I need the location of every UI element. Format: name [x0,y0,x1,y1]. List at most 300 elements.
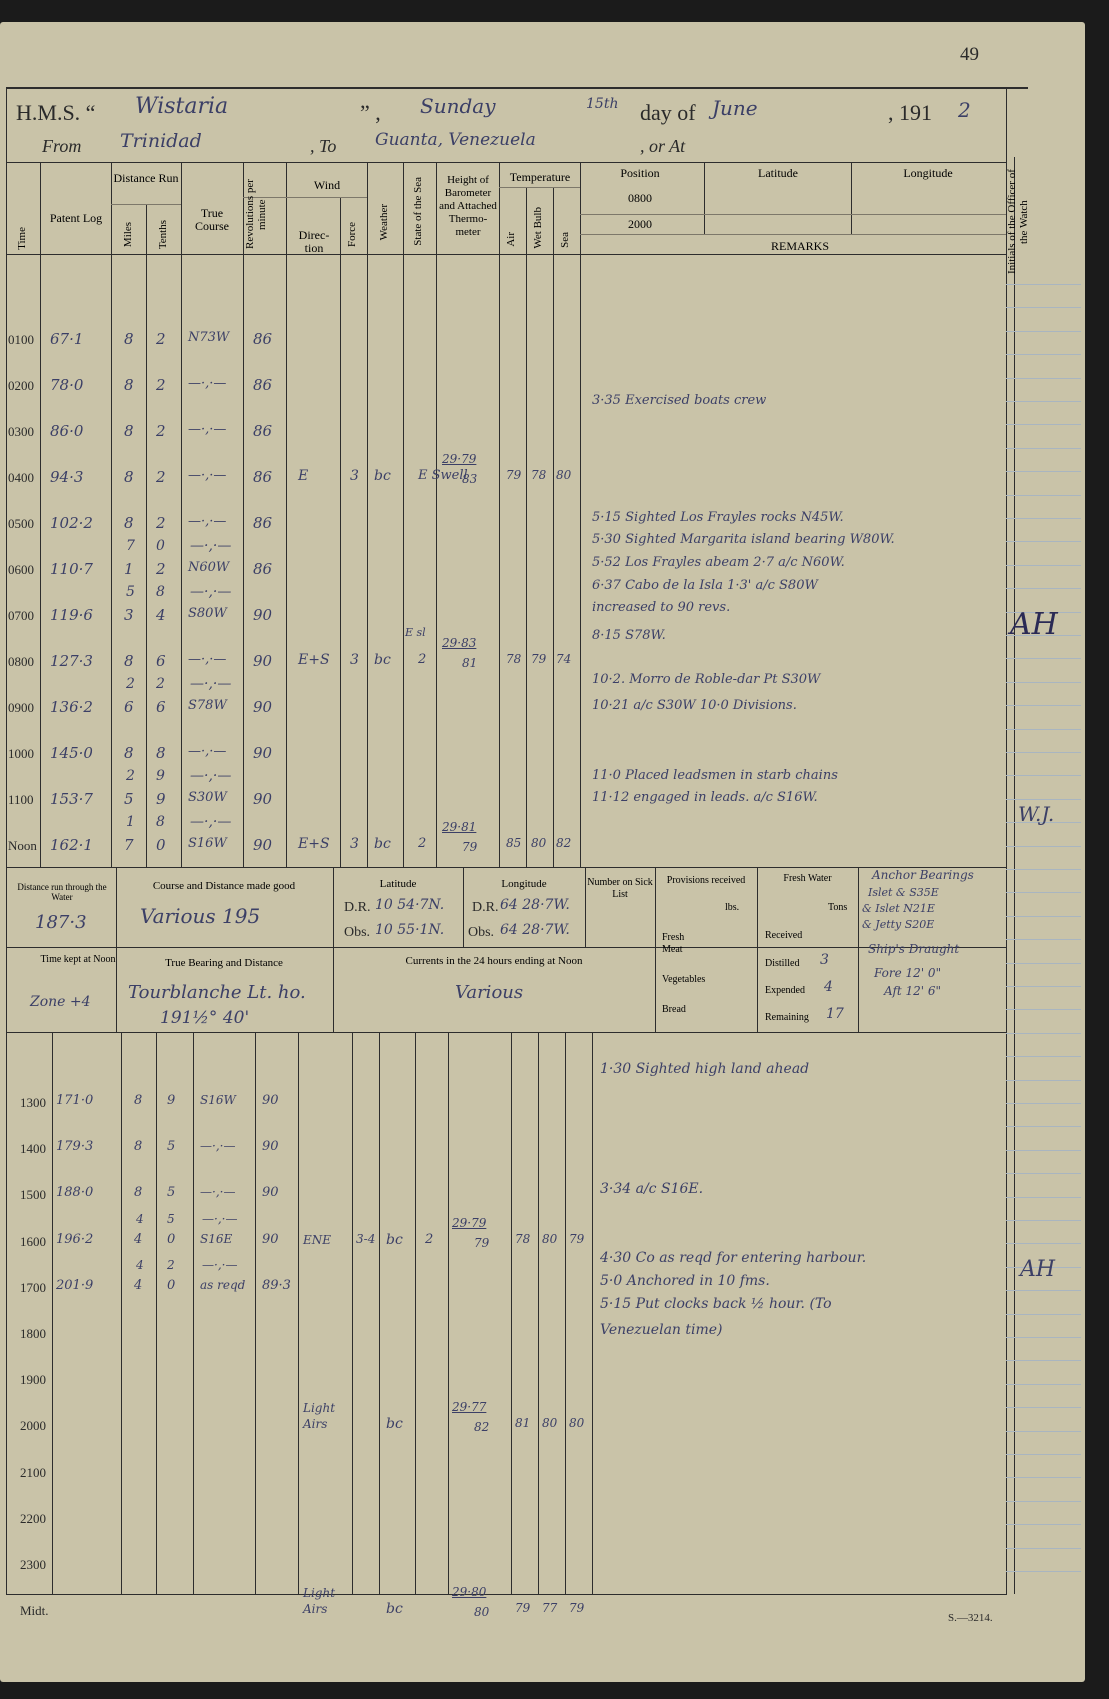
remark-line: 4·30 Co as reqd for entering harbour. [600,1250,867,1266]
ruled-line [1006,1501,1081,1502]
ruled-line [1006,775,1081,776]
ruled-line [1006,986,1081,987]
course-value: —·,·— [200,1139,236,1153]
time-label: 2200 [20,1511,46,1526]
ruled-line [1006,1384,1081,1385]
thermometer-value: 82 [474,1420,490,1434]
hms-label: H.M.S. “ [16,100,96,125]
ruled-line [1006,1126,1081,1127]
bearing-label: True Bearing and Distance [165,957,283,969]
time-kept-value: Zone +4 [30,994,91,1010]
air-temp-value: 79 [515,1601,531,1615]
patent-log-value: 110·7 [50,560,93,578]
col-pos-2000: 2000 [628,217,652,231]
patent-log-value: 196·2 [56,1232,94,1247]
miles-upper-value: 4 [136,1212,144,1226]
remark-line: 3·34 a/c S16E. [600,1181,704,1197]
weather-value: bc [374,652,391,668]
col-tenths: Tenths [157,220,169,250]
ruled-line [1006,1150,1081,1151]
patent-log-value: 119·6 [50,606,93,624]
ruled-line [1006,1477,1081,1478]
wind-force-value: 3 [350,652,359,668]
ruled-line [1006,541,1081,542]
miles-value: 8 [124,514,134,532]
lat-dr-label: D.R. [344,900,371,915]
to-place: Guanta, Venezuela [375,130,536,150]
revs-value: 90 [253,606,273,624]
col-true-course: True Course [195,206,229,233]
weather-value: bc [374,468,391,484]
revs-value: 86 [253,422,273,440]
course-value: —·,·— [188,376,227,391]
sea-state-value: E Swell [418,468,468,483]
miles-value: 8 [124,422,134,440]
course-value: S16W [188,836,227,851]
time-label: 0300 [8,424,34,439]
fresh-meat: Fresh Meat [662,932,685,955]
course-value: N60W [188,560,230,575]
ruled-line [1006,471,1081,472]
remark-line: 5·15 Put clocks back ½ hour. (To [600,1296,832,1312]
ruled-line [1006,1337,1081,1338]
patent-log-value: 153·7 [50,790,93,808]
miles-value: 8 [134,1093,143,1108]
sick-label: Number on Sick List [587,877,653,900]
tenths-value: 2 [156,376,166,394]
tenths-upper-value: 0 [156,538,165,554]
miles-upper-value: 4 [136,1258,144,1272]
patent-log-value: 78·0 [50,376,84,394]
revs-value: 86 [253,376,273,394]
currents-label: Currents in the 24 hours ending at Noon [405,955,583,967]
sea-temp-value: 79 [569,1232,585,1246]
sea-state-value: 2 [425,1232,434,1247]
miles-upper-value: 1 [126,814,135,830]
patent-log-value: 136·2 [50,698,93,716]
ruled-line [1006,1103,1081,1104]
col-state-sea: State of the Sea [412,177,424,246]
col-barometer: Height of Barometer and Attached Thermo- meter [439,174,497,238]
draught-title: Ship's Draught [868,942,960,956]
received-label: Received [765,930,803,941]
miles-value: 4 [134,1278,143,1293]
anchor-title: Anchor Bearings [872,868,974,882]
remark-line: 10·21 a/c S30W 10·0 Divisions. [592,698,797,713]
tenths-value: 2 [156,560,166,578]
ruled-line [1006,1033,1081,1034]
revs-value: 90 [253,652,273,670]
col-weather: Weather [378,204,390,241]
thermometer-value: 80 [474,1605,490,1619]
time-label: Midt. [20,1603,49,1618]
miles-value: 8 [134,1139,143,1154]
wind-force-value: 3 [350,468,359,484]
remark-line: 5·15 Sighted Los Frayles rocks N45W. [592,510,844,525]
distilled-value: 3 [820,952,829,968]
ruled-line [1006,307,1081,308]
ruled-line [1006,846,1081,847]
from-place: Trinidad [120,130,202,152]
patent-log-value: 171·0 [56,1093,94,1108]
ruled-line [1006,495,1081,496]
barometer-value: 29·79 [442,452,477,466]
miles-value: 8 [124,330,134,348]
ruled-line [1006,1290,1081,1291]
ruled-line [1006,1571,1081,1572]
course-value: S30W [188,790,227,805]
ship-name: Wistaria [135,94,229,119]
tenths-value: 2 [156,468,166,486]
miles-value: 4 [134,1232,143,1247]
revs-value: 90 [262,1232,279,1247]
miles-value: 8 [124,744,134,762]
time-label: 1700 [20,1280,46,1295]
expended-label: Expended [765,985,805,996]
col-latitude: Latitude [758,166,798,180]
distance-value: 187·3 [35,912,87,933]
tenths-value: 5 [167,1139,176,1154]
course-value: —·,·— [188,514,227,529]
course-upper-value: —·,·— [190,814,232,830]
time-label: 2300 [20,1557,46,1572]
long-dr: 64 28·7W. [500,897,570,913]
tenths-value: 5 [167,1185,176,1200]
revs-value: 90 [253,698,273,716]
remark-line: 6·37 Cabo de la Isla 1·3' a/c S80W [592,578,818,593]
patent-log-value: 67·1 [50,330,84,348]
ruled-line [1006,565,1081,566]
tons-label: Tons [828,902,848,913]
bearing-value: Tourblanche Lt. ho. [128,982,306,1003]
ruled-line [1006,424,1081,425]
remark-line: 11·12 engaged in leads. a/c S16W. [592,790,818,805]
revs-value: 90 [262,1139,279,1154]
patent-log-value: 201·9 [56,1278,94,1293]
weekday: Sunday [420,94,496,118]
tenths-upper-value: 2 [156,676,165,692]
barometer-value: 29·81 [442,820,477,834]
ruled-line [1006,1360,1081,1361]
ruled-line [1006,892,1081,893]
tenths-value: 9 [156,790,166,808]
lat-dr: 10 54·7N. [375,897,445,913]
remark-line: 1·30 Sighted high land ahead [600,1061,810,1077]
time-kept-label: Time kept at Noon [40,954,116,965]
lat-obs-label: Obs. [344,925,371,940]
ruled-line [1006,799,1081,800]
initials-1: AH [1010,607,1058,642]
col-wet-bulb: Wet Bulb [532,207,544,249]
provisions-label: Provisions received [666,875,746,886]
ruled-line [1006,378,1081,379]
quote-close: ” , [360,100,381,125]
time-label: 0200 [8,378,34,393]
time-label: 0100 [8,332,34,347]
draught-fore: Fore 12' 0" [874,966,942,980]
ruled-line [1006,682,1081,683]
col-time: Time [16,227,28,250]
long-dr-label: D.R. [472,900,499,915]
page-number: 49 [960,44,979,65]
course-value: S16W [200,1093,236,1107]
barometer-value: 29·80 [452,1585,487,1599]
remark-line: 10·2. Morro de Roble-dar Pt S30W [592,672,821,687]
time-label: 0600 [8,562,34,577]
col-position: Position [620,166,660,180]
revs-value: 86 [253,468,273,486]
wet-bulb-value: 80 [531,836,547,850]
remaining-label: Remaining [765,1012,809,1023]
lbs-label: lbs. [725,902,740,913]
miles-value: 5 [124,790,134,808]
tenths-value: 2 [156,422,166,440]
col-longitude: Longitude [903,166,953,180]
ruled-line [1006,963,1081,964]
time-label: Noon [8,838,37,853]
time-label: 1900 [20,1372,46,1387]
col-temperature: Temperature [509,170,571,184]
miles-upper-value: 7 [126,538,135,554]
patent-log-value: 162·1 [50,836,93,854]
wind-direction-value: E+S [298,836,330,852]
remark-line: 5·30 Sighted Margarita island bearing W80W. [592,532,895,547]
time-label: 0700 [8,608,34,623]
ruled-line [1006,1173,1081,1174]
thermometer-value: 79 [462,840,478,854]
course-upper-value: —·,·— [202,1258,238,1272]
weather-value: bc [386,1232,403,1248]
bearing-value-2: 191½° 40' [160,1008,250,1028]
time-label: 1400 [20,1141,46,1156]
air-temp-value: 78 [506,652,522,666]
revs-value: 89·3 [262,1278,291,1293]
patent-log-value: 102·2 [50,514,93,532]
sea-temp-value: 80 [556,468,572,482]
patent-log-value: 86·0 [50,422,84,440]
revs-value: 90 [253,836,273,854]
miles-value: 8 [124,468,134,486]
time-label: 1100 [8,792,34,807]
currents-value: Various [455,982,524,1003]
tenths-value: 0 [167,1232,176,1247]
miles-value: 8 [124,376,134,394]
col-miles: Miles [122,222,134,248]
initials-2: W.J. [1018,802,1055,826]
water-label: Fresh Water [783,873,832,884]
weather-value: bc [374,836,391,852]
tenths-value: 6 [156,652,166,670]
patent-log-value: 94·3 [50,468,84,486]
revs-value: 90 [253,744,273,762]
time-label: 1500 [20,1187,46,1202]
course-value: —·,·— [188,744,227,759]
wind-force-value: 3-4 [356,1232,376,1246]
tenths-upper-value: 8 [156,584,165,600]
time-label: 1800 [20,1326,46,1341]
ruled-line [1006,1407,1081,1408]
tenths-value: 2 [156,330,166,348]
or-at-label: , or At [640,136,686,156]
ruled-line [1006,284,1081,285]
ruled-line [1006,1197,1081,1198]
month: June [712,96,758,120]
barometer-value: 29·79 [452,1216,487,1230]
ruled-line [1006,354,1081,355]
year-prefix: , 191 [888,100,932,125]
time-label: 2100 [20,1465,46,1480]
col-remarks: REMARKS [770,239,829,253]
tenths-value: 2 [156,514,166,532]
remark-line: increased to 90 revs. [592,600,731,615]
ruled-line [1006,1009,1081,1010]
wet-bulb-value: 80 [542,1232,558,1246]
weather-value: bc [386,1416,403,1432]
miles-value: 1 [124,560,134,578]
remark-line: Venezuelan time) [600,1322,723,1338]
course-upper-value: —·,·— [190,676,232,692]
day-of-label: day of [640,100,696,125]
time-label: 0900 [8,700,34,715]
distilled-label: Distilled [765,958,800,969]
col-distance-run: Distance Run [113,171,179,185]
col-initials: Initials of the Officer of the Watch [1006,169,1030,275]
tenths-upper-value: 8 [156,814,165,830]
time-label: 2000 [20,1418,46,1433]
log-page [0,22,1085,1682]
time-label: 1300 [20,1095,46,1110]
miles-value: 7 [124,836,134,854]
course-upper-value: —·,·— [190,538,232,554]
tenths-upper-value: 2 [167,1258,175,1272]
ruled-line [1006,1243,1081,1244]
time-label: 1600 [20,1234,46,1249]
day-number: 15th [586,96,619,112]
sea-note: E sl [405,626,426,639]
course-value: —·,·— [188,422,227,437]
course-upper-value: —·,·— [202,1212,238,1226]
col-pos-0800: 0800 [628,191,652,205]
latitude-label: Latitude [379,878,417,890]
tenths-value: 0 [156,836,166,854]
wet-bulb-value: 79 [531,652,547,666]
remark-line: 5·52 Los Frayles abeam 2·7 a/c N60W. [592,555,845,570]
initials-3: AH [1020,1257,1056,1282]
revs-value: 90 [262,1185,279,1200]
course-value: —·,·— [200,1185,236,1199]
tenths-value: 0 [167,1278,176,1293]
tenths-value: 8 [156,744,166,762]
ruled-line [1006,1056,1081,1057]
miles-value: 6 [124,698,134,716]
lat-obs: 10 55·1N. [375,922,445,938]
miles-value: 8 [134,1185,143,1200]
long-obs-label: Obs. [468,925,495,940]
time-label: 0500 [8,516,34,531]
ruled-line [1006,1548,1081,1549]
revs-value: 86 [253,560,273,578]
ruled-line [1006,658,1081,659]
wind-direction-value: E [298,468,309,484]
time-label: 0800 [8,654,34,669]
ruled-line [1006,448,1081,449]
barometer-value: 29·77 [452,1400,487,1414]
weather-value: bc [386,1601,403,1617]
ruled-line [1006,1314,1081,1315]
patent-log-value: 179·3 [56,1139,94,1154]
ruled-line [1006,401,1081,402]
ruled-line [1006,518,1081,519]
ruled-line [1006,752,1081,753]
col-revolutions: Revolutions per minute [244,179,268,250]
remark-line: 3·35 Exercised boats crew [592,393,767,408]
miles-upper-value: 2 [126,768,135,784]
wind-direction-value: ENE [303,1233,332,1247]
course-value: as reqd [200,1278,246,1292]
miles-upper-value: 5 [126,584,135,600]
anchor-line-2: & Islet N21E [862,902,935,915]
anchor-line-3: & Jetty S20E [862,918,935,931]
ruled-line [1006,588,1081,589]
form-number: S.—3214. [948,1612,993,1624]
tenths-upper-value: 9 [156,768,165,784]
sea-temp-value: 80 [569,1416,585,1430]
course-value: S78W [188,698,227,713]
ruled-line [1006,1431,1081,1432]
sea-temp-value: 74 [556,652,572,666]
tenths-value: 6 [156,698,166,716]
ruled-line [1006,1220,1081,1221]
sea-temp-value: 79 [569,1601,585,1615]
ruled-line [1006,705,1081,706]
col-patent-log: Patent Log [49,211,103,225]
longitude-label: Longitude [501,878,547,890]
wind-direction-value: Light Airs [303,1401,336,1431]
course-value: S80W [188,606,227,621]
remark-line: 8·15 S78W. [592,628,666,643]
course-value: N73W [188,330,230,345]
ruled-line [1006,916,1081,917]
to-label: , To [310,136,337,156]
ruled-line [1006,331,1081,332]
ruled-line [1006,1524,1081,1525]
tenths-value: 4 [156,606,166,624]
ruled-line [1006,939,1081,940]
sea-state-value: 2 [418,652,427,667]
sea-temp-value: 82 [556,836,572,850]
miles-value: 3 [124,606,134,624]
patent-log-value: 127·3 [50,652,93,670]
remark-line: 11·0 Placed leadsmen in starb chains [592,768,838,783]
col-direction: Direc- tion [298,228,330,255]
wind-direction-value: E+S [298,652,330,668]
ruled-line [1006,869,1081,870]
year-digit: 2 [958,98,971,122]
ruled-line [1006,729,1081,730]
thermometer-value: 83 [462,472,478,486]
course-value: —·,·— [188,652,227,667]
course-value: S16E [200,1232,233,1246]
vegetables: Vegetables [662,974,706,985]
revs-value: 90 [253,790,273,808]
ruled-line [1006,1454,1081,1455]
wind-force-value: 3 [350,836,359,852]
col-wind: Wind [313,178,341,192]
from-label: From [42,136,82,156]
patent-log-value: 188·0 [56,1185,94,1200]
course-label: Course and Distance made good [152,880,296,892]
course-value: —·,·— [188,468,227,483]
